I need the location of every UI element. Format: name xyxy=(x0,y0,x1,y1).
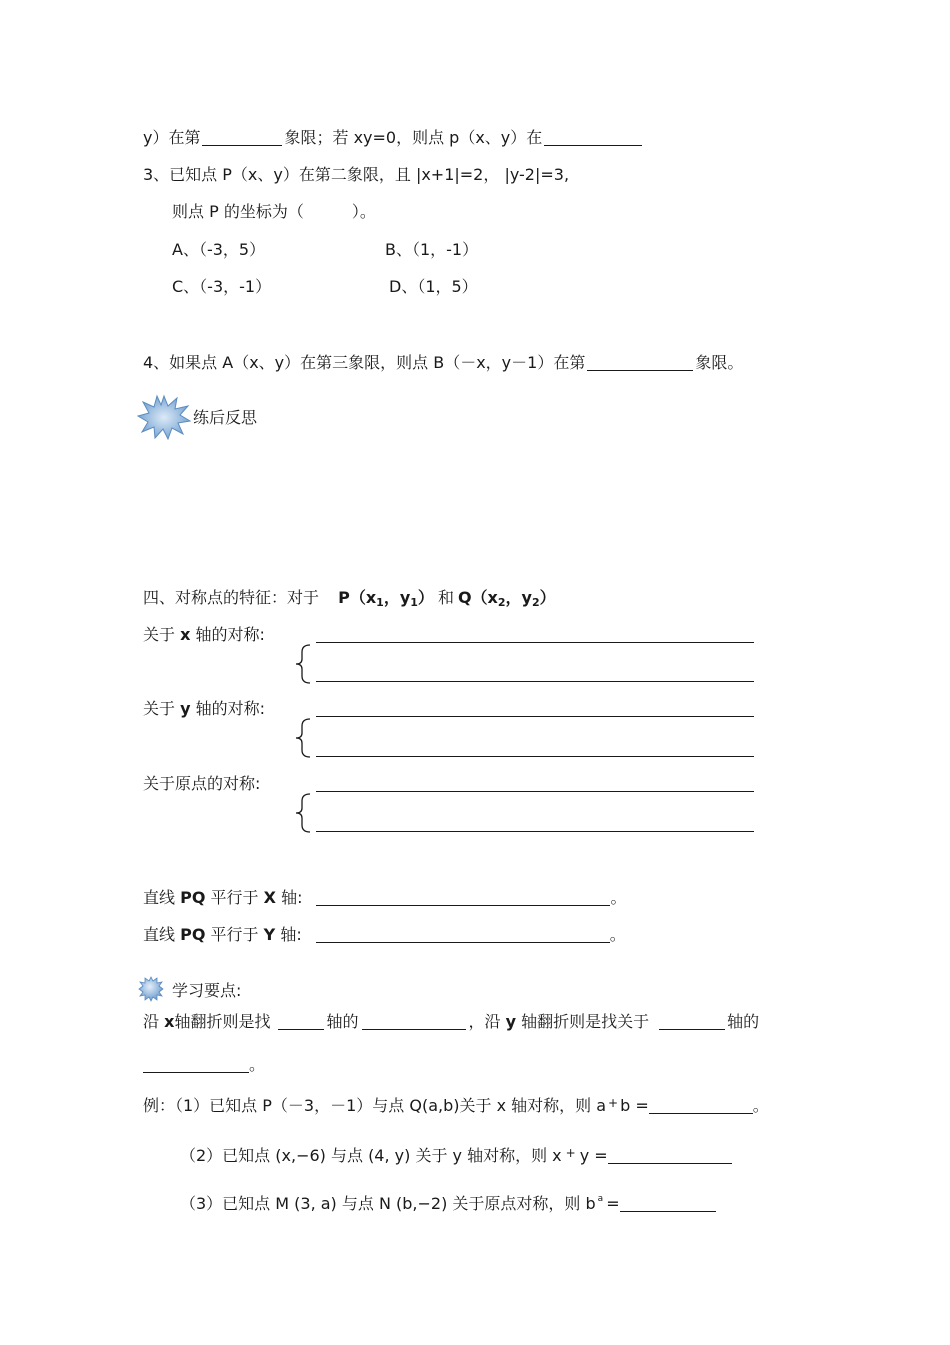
origin-symmetry-label: 关于原点的对称: xyxy=(143,774,261,793)
point-q-mid: ，y xyxy=(505,588,532,607)
q3-stem: 3、已知点 P（x、y）在第二象限，且 |x+1|=2， |y-2|=3, xyxy=(143,165,570,184)
pq-parallel-y: 直线 PQ 平行于 Y 轴: 。 xyxy=(143,925,626,944)
q4-blank[interactable] xyxy=(587,354,693,371)
example-2-blank[interactable] xyxy=(608,1147,732,1164)
y-axis-blank-1[interactable] xyxy=(316,716,754,717)
keypoints-line-2: 。 xyxy=(143,1055,265,1075)
section4-title xyxy=(143,588,556,608)
q4-prefix: 4、如果点 A（x、y）在第三象限，则点 B（－x，y－1）在第 xyxy=(143,353,586,372)
sun-badge-icon xyxy=(138,976,164,1002)
example-1-blank[interactable] xyxy=(649,1097,753,1114)
point-q-label: Q（x xyxy=(457,588,498,607)
q2-blank-location[interactable] xyxy=(544,129,642,146)
origin-blank-1[interactable] xyxy=(316,791,754,792)
starburst-icon xyxy=(137,394,191,440)
q3-option-a[interactable]: A、（-3，5） xyxy=(172,240,266,259)
q2-mid: 象限；若 xy=0，则点 p（x、y）在 xyxy=(284,128,543,147)
point-p-label: P（x xyxy=(338,588,377,607)
example-3-blank[interactable] xyxy=(620,1195,716,1212)
keypoints-blank-4[interactable] xyxy=(143,1056,249,1073)
q3-option-d[interactable]: D、（1，5） xyxy=(389,277,478,296)
y-axis-symmetry-label: 关于 y 轴的对称: xyxy=(143,699,266,718)
and-word: 和 xyxy=(437,588,454,607)
point-p-close: ） xyxy=(417,588,434,607)
reflection-title: 练后反思 xyxy=(193,408,258,427)
pq-x-blank[interactable] xyxy=(316,889,610,906)
point-p-sub2: 1 xyxy=(410,596,418,609)
point-q-sub1: 2 xyxy=(497,596,506,609)
origin-blank-2[interactable] xyxy=(316,831,754,832)
keypoints-blank-1[interactable] xyxy=(278,1013,324,1030)
q3-option-c[interactable]: C、（-3，-1） xyxy=(172,277,272,296)
keypoints-title: 学习要点: xyxy=(172,981,242,1000)
x-axis-blank-1[interactable] xyxy=(316,642,754,643)
example-3: （3）已知点 M (3, a) 与点 N (b,−2) 关于原点对称，则 b $^a$ = xyxy=(180,1194,716,1214)
q3-stem-2: 则点 P 的坐标为（ ）。 xyxy=(172,202,376,221)
q2-prefix: y）在第 xyxy=(143,128,201,147)
keypoints-blank-2[interactable] xyxy=(362,1013,466,1030)
x-axis-symmetry-label: 关于 x 轴的对称: xyxy=(143,625,265,644)
keypoints-blank-3[interactable] xyxy=(659,1013,725,1030)
example-2: （2）已知点 (x,−6) 与点 (4, y) 关于 y 轴对称，则 x + y = xyxy=(180,1143,732,1166)
brace-icon xyxy=(294,644,312,684)
q3-option-b[interactable]: B、（1，-1） xyxy=(385,240,479,259)
pq-parallel-x: 直线 PQ 平行于 X 轴: 。 xyxy=(143,888,627,907)
x-axis-blank-2[interactable] xyxy=(316,681,754,682)
section4-title-prefix: 四、对称点的特征：对于 xyxy=(143,588,320,607)
point-p-sub1: 1 xyxy=(376,596,384,609)
q2-continuation xyxy=(143,128,642,148)
pq-y-blank[interactable] xyxy=(316,926,610,943)
q2-blank-quadrant[interactable] xyxy=(202,129,282,146)
y-axis-blank-2[interactable] xyxy=(316,756,754,757)
q4 xyxy=(143,353,743,373)
keypoints-line-1: 沿 x轴翻折则是找 轴的 ，沿 y 轴翻折则是找关于 轴的 xyxy=(143,1012,760,1031)
point-p-mid: ，y xyxy=(383,588,411,607)
brace-icon xyxy=(294,793,312,833)
q4-suffix: 象限。 xyxy=(695,353,744,372)
example-1: 例：（1）已知点 P（－3，－1）与点 Q(a,b)关于 x 轴对称，则 a + b = 。 xyxy=(143,1096,769,1115)
point-q-sub2: 2 xyxy=(531,596,540,609)
point-q-close: ） xyxy=(539,588,556,607)
brace-icon xyxy=(294,718,312,758)
